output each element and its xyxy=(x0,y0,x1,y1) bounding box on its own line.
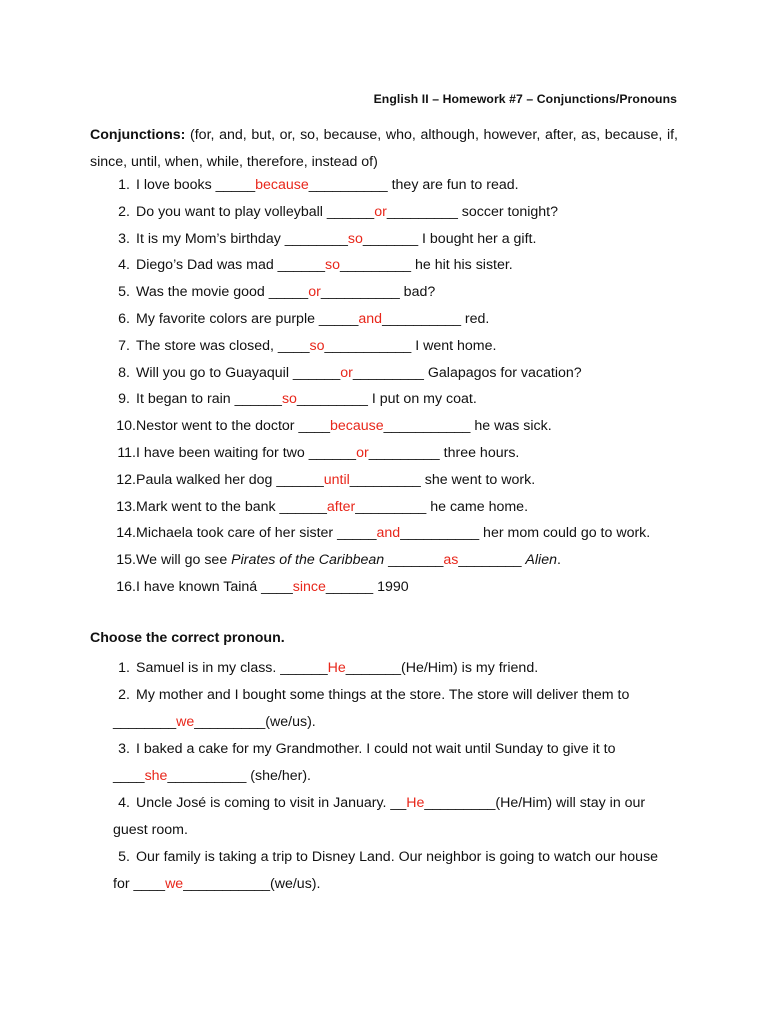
item-text: _________(He/Him) will stay in our xyxy=(424,795,646,811)
item-text: It began to rain ______ xyxy=(136,391,282,408)
list-item xyxy=(90,469,690,496)
list-item xyxy=(90,522,690,549)
item-text: ___________ I went home. xyxy=(324,337,497,354)
list-item xyxy=(90,415,690,442)
item-number: 16. xyxy=(116,578,136,595)
answer: we xyxy=(176,714,195,730)
answer: after xyxy=(326,498,356,515)
movie-title: Pirates of the Caribbean xyxy=(231,552,385,569)
list-item xyxy=(90,682,680,736)
answer: and xyxy=(358,310,383,327)
answer: because xyxy=(255,177,309,193)
item-number: 4. xyxy=(118,795,130,811)
item-text: _________ three hours. xyxy=(368,444,520,461)
item-number: 4. xyxy=(118,257,130,274)
answer: and xyxy=(376,525,401,542)
item-number: 14. xyxy=(116,525,136,542)
list-item xyxy=(90,442,690,469)
answer: or xyxy=(340,364,353,381)
item-text: The store was closed, ____ xyxy=(136,337,310,354)
item-text: I have known Tainá ____ xyxy=(136,578,293,595)
worksheet-header: English II – Homework #7 – Conjunctions/Pronouns xyxy=(373,92,677,106)
item-text: Nestor went to the doctor ____ xyxy=(136,418,331,435)
item-number: 7. xyxy=(118,337,130,354)
answer: since xyxy=(292,578,326,595)
item-text: _________(we/us). xyxy=(194,714,316,730)
list-item xyxy=(90,549,690,576)
item-text: Diego’s Dad was mad ______ xyxy=(136,257,326,274)
list-item xyxy=(90,736,680,790)
answer: until xyxy=(323,471,350,488)
list-item xyxy=(90,576,690,603)
item-text: My favorite colors are purple _____ xyxy=(136,310,359,327)
item-text: Samuel is in my class. ______ xyxy=(136,660,328,676)
item-text: ________ xyxy=(458,552,526,569)
item-number: 2. xyxy=(118,203,130,220)
item-text: Was the movie good _____ xyxy=(136,284,309,301)
list-item xyxy=(90,655,680,682)
item-text: I have been waiting for two ______ xyxy=(136,444,357,461)
list-item xyxy=(90,790,680,844)
answer: or xyxy=(374,203,387,220)
item-text: . xyxy=(556,552,561,569)
answer: so xyxy=(347,230,363,247)
item-text: _______ xyxy=(384,552,444,569)
list-item xyxy=(90,362,690,389)
list-item xyxy=(90,496,690,523)
item-number: 10. xyxy=(116,418,136,435)
item-text: _______ I bought her a gift. xyxy=(362,230,537,247)
item-text: Uncle José is coming to visit in January. __ xyxy=(136,795,407,811)
conjunctions-word-list: (for, and, but, or, so, because, who, although, however, after, as, because, if, since, until, when, while, therefore, instead of) xyxy=(90,127,678,170)
item-text: ________ xyxy=(113,714,177,730)
item-text: Will you go to Guayaquil ______ xyxy=(136,364,341,381)
item-number: 13. xyxy=(116,498,136,515)
item-text: I baked a cake for my Grandmother. I could not wait until Sunday to give it to xyxy=(136,741,616,757)
item-number: 3. xyxy=(118,741,130,757)
item-text: Mark went to the bank ______ xyxy=(136,498,327,515)
item-text: __________ they are fun to read. xyxy=(308,177,519,193)
list-item xyxy=(90,281,690,308)
item-text: _________ he hit his sister. xyxy=(340,257,513,274)
item-text: Michaela took care of her sister _____ xyxy=(136,525,377,542)
item-text: __________ her mom could go to work. xyxy=(400,525,651,542)
item-text: _________ she went to work. xyxy=(349,471,536,488)
item-number: 9. xyxy=(118,391,130,408)
item-text: _________ Galapagos for vacation? xyxy=(352,364,582,381)
answer: so xyxy=(325,257,341,274)
item-text: _________ soccer tonight? xyxy=(386,203,558,220)
item-text: Paula walked her dog ______ xyxy=(136,471,324,488)
conjunctions-intro xyxy=(90,122,678,176)
movie-title: Alien xyxy=(525,552,557,569)
list-item xyxy=(90,308,690,335)
item-text: guest room. xyxy=(113,822,188,838)
item-text: ___________(we/us). xyxy=(183,876,321,892)
item-number: 5. xyxy=(118,284,130,301)
answer: so xyxy=(281,391,297,408)
item-text: for ____ xyxy=(113,876,166,892)
item-number: 11. xyxy=(117,444,136,461)
answer: or xyxy=(356,444,369,461)
list-item xyxy=(90,335,690,362)
list-item xyxy=(90,201,690,228)
item-text: Do you want to play volleyball ______ xyxy=(136,203,375,220)
answer: He xyxy=(406,795,425,811)
pronoun-list xyxy=(90,655,680,898)
pronoun-section-title: Choose the correct pronoun. xyxy=(90,630,285,646)
answer: we xyxy=(165,876,184,892)
item-text: __________ red. xyxy=(382,310,490,327)
list-item xyxy=(90,388,690,415)
item-text: _________ he came home. xyxy=(355,498,529,515)
item-text: _______(He/Him) is my friend. xyxy=(345,660,539,676)
item-text: We will go see xyxy=(136,552,232,569)
item-number: 3. xyxy=(118,230,130,247)
item-text: It is my Mom’s birthday ________ xyxy=(136,230,348,247)
item-number: 15. xyxy=(116,552,136,569)
item-number: 1. xyxy=(118,177,130,193)
item-text: ___________ he was sick. xyxy=(383,418,552,435)
list-item xyxy=(90,844,680,898)
answer: He xyxy=(327,660,346,676)
answer: because xyxy=(330,418,384,435)
item-number: 1. xyxy=(118,660,130,676)
item-text: ______ 1990 xyxy=(325,578,409,595)
item-text: __________ (she/her). xyxy=(167,768,311,784)
list-item xyxy=(90,254,690,281)
item-number: 5. xyxy=(118,849,130,865)
answer: so xyxy=(309,337,325,354)
answer: she xyxy=(144,768,168,784)
item-number: 8. xyxy=(118,364,130,381)
conjunctions-list xyxy=(90,174,690,603)
item-number: 2. xyxy=(118,687,130,703)
item-text: I love books _____ xyxy=(136,177,256,193)
item-text: _________ I put on my coat. xyxy=(296,391,477,408)
conjunctions-label: Conjunctions: xyxy=(90,127,186,143)
item-text: My mother and I bought some things at the store. The store will deliver them to xyxy=(136,687,630,703)
item-text: __________ bad? xyxy=(320,284,436,301)
item-number: 12. xyxy=(116,471,136,488)
item-text: ____ xyxy=(113,768,145,784)
answer: or xyxy=(308,284,321,301)
answer: as xyxy=(443,552,459,569)
item-text: Our family is taking a trip to Disney Land. Our neighbor is going to watch our house xyxy=(136,849,659,865)
list-item xyxy=(90,228,690,255)
list-item xyxy=(90,174,690,201)
item-number: 6. xyxy=(118,310,130,327)
